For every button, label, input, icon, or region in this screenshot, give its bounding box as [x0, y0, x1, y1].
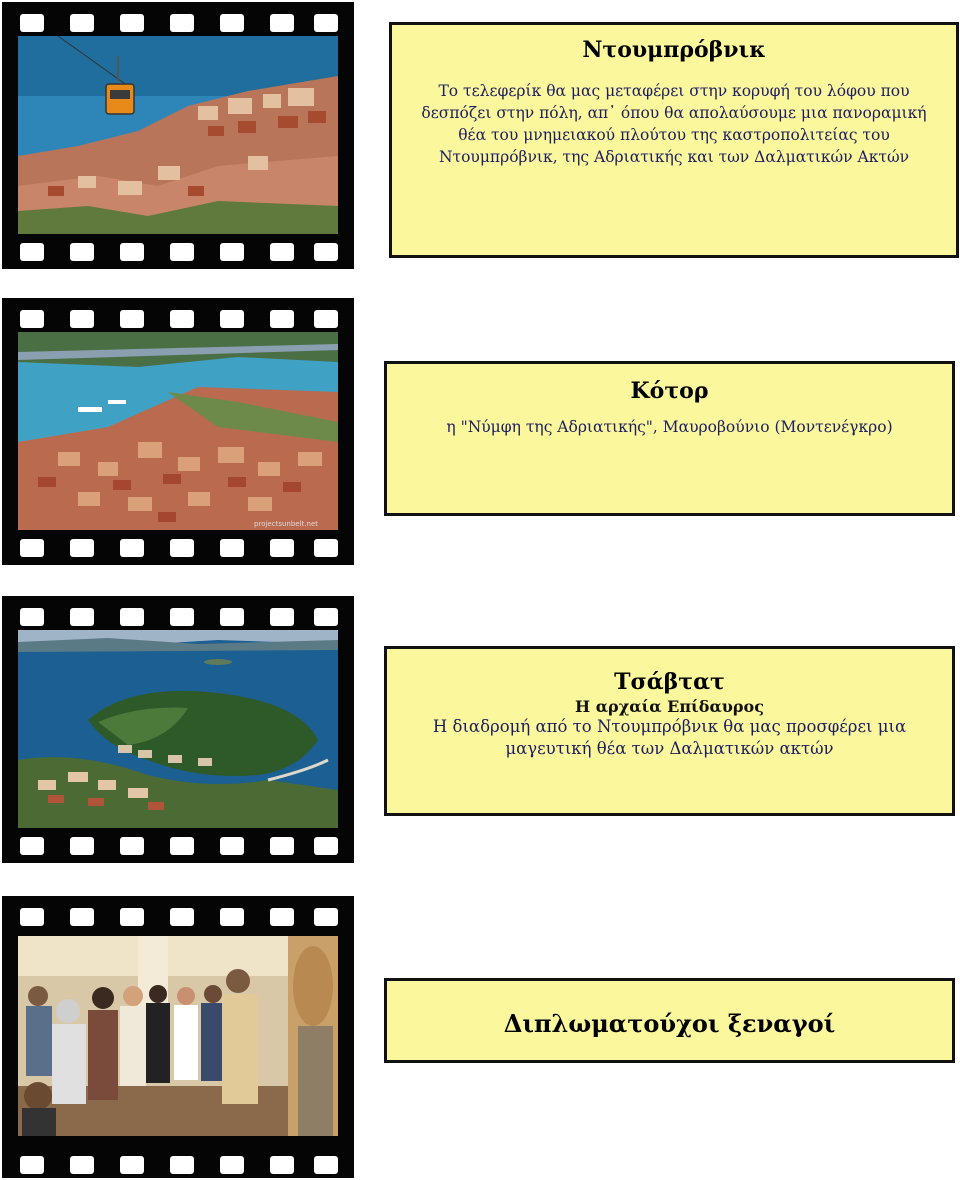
film-sprocket-hole [220, 1156, 244, 1174]
film-sprocket-hole [314, 837, 338, 855]
card-description: Το τελεφερίκ θα μας μεταφέρει στην κορυφή του λόφου που δεσπόζει στην πόλη, απ᾽ όπου θα απολαύσουμε μια πανοραμική θέα του μνημειακού πλούτου της καστροπολιτείας του Ντουμπρόβνικ, της Αδριατικής και των Δαλματικών Ακτών [421, 82, 927, 166]
film-sprocket-hole [70, 539, 94, 557]
film-sprocket-hole [20, 14, 44, 32]
film-sprocket-hole [220, 908, 244, 926]
film-sprocket-hole [70, 1156, 94, 1174]
film-sprocket-hole [20, 243, 44, 261]
film-sprocket-hole [220, 539, 244, 557]
film-sprocket-hole [220, 243, 244, 261]
film-holes-top [2, 602, 354, 628]
photo-cavtat [18, 630, 338, 828]
photo-kotor [18, 332, 338, 530]
film-sprocket-hole [70, 310, 94, 328]
film-sprocket-hole [270, 243, 294, 261]
film-sprocket-hole [20, 310, 44, 328]
film-sprocket-hole [220, 310, 244, 328]
film-sprocket-hole [170, 608, 194, 626]
film-sprocket-hole [314, 310, 338, 328]
film-sprocket-hole [120, 1156, 144, 1174]
film-sprocket-hole [120, 539, 144, 557]
film-sprocket-hole [314, 1156, 338, 1174]
film-sprocket-hole [314, 14, 338, 32]
film-sprocket-hole [314, 908, 338, 926]
film-sprocket-hole [120, 608, 144, 626]
card-title: Τσάβτατ [614, 669, 725, 695]
card-title: Ντουμπρόβνικ [582, 37, 766, 63]
card-cavtat [384, 646, 955, 816]
card-title: Διπλωματούχοι ξεναγοί [503, 1009, 836, 1038]
film-sprocket-hole [120, 310, 144, 328]
card-kotor [384, 361, 955, 516]
film-sprocket-hole [314, 243, 338, 261]
film-sprocket-hole [120, 14, 144, 32]
film-holes-top [2, 304, 354, 330]
film-strip-cavtat [2, 596, 354, 863]
film-strip-kotor [2, 298, 354, 565]
card-description: Η διαδρομή από το Ντουμπρόβνικ θα μας προσφέρει μια μαγευτική θέα των Δαλματικών ακτών [432, 717, 907, 758]
film-sprocket-hole [70, 14, 94, 32]
film-sprocket-hole [270, 837, 294, 855]
photo-tour-group [18, 936, 338, 1136]
film-sprocket-hole [170, 243, 194, 261]
film-sprocket-hole [20, 908, 44, 926]
film-sprocket-hole [20, 1156, 44, 1174]
film-sprocket-hole [270, 14, 294, 32]
film-sprocket-hole [170, 908, 194, 926]
film-sprocket-hole [220, 837, 244, 855]
film-sprocket-hole [314, 539, 338, 557]
film-sprocket-hole [20, 539, 44, 557]
film-holes-top [2, 902, 354, 928]
film-sprocket-hole [270, 608, 294, 626]
film-holes-bottom [2, 237, 354, 263]
film-sprocket-hole [270, 1156, 294, 1174]
film-sprocket-hole [170, 1156, 194, 1174]
film-sprocket-hole [220, 14, 244, 32]
photo-watermark: projectsunbelt.net [254, 520, 318, 528]
film-sprocket-hole [20, 608, 44, 626]
film-holes-bottom [2, 1150, 354, 1176]
film-sprocket-hole [20, 837, 44, 855]
film-sprocket-hole [170, 539, 194, 557]
card-title: Κότορ [630, 378, 709, 404]
card-guides [384, 978, 955, 1063]
film-sprocket-hole [270, 310, 294, 328]
film-strip-guides [2, 896, 354, 1178]
film-sprocket-hole [120, 908, 144, 926]
film-sprocket-hole [220, 608, 244, 626]
film-holes-bottom [2, 831, 354, 857]
film-sprocket-hole [120, 243, 144, 261]
film-holes-top [2, 8, 354, 34]
film-sprocket-hole [70, 837, 94, 855]
film-sprocket-hole [170, 837, 194, 855]
film-sprocket-hole [70, 243, 94, 261]
photo-dubrovnik-cable-car [18, 36, 338, 234]
film-sprocket-hole [120, 837, 144, 855]
film-sprocket-hole [270, 539, 294, 557]
card-description: η "Νύμφη της Αδριατικής", Μαυροβούνιο (Μοντενέγκρο) [446, 418, 893, 436]
card-subtitle: Η αρχαία Επίδαυρος [575, 697, 764, 716]
film-sprocket-hole [170, 14, 194, 32]
film-sprocket-hole [70, 608, 94, 626]
film-sprocket-hole [70, 908, 94, 926]
film-sprocket-hole [314, 608, 338, 626]
film-sprocket-hole [270, 908, 294, 926]
film-strip-dubrovnik [2, 2, 354, 269]
film-holes-bottom [2, 533, 354, 559]
card-dubrovnik [389, 22, 959, 258]
film-sprocket-hole [170, 310, 194, 328]
